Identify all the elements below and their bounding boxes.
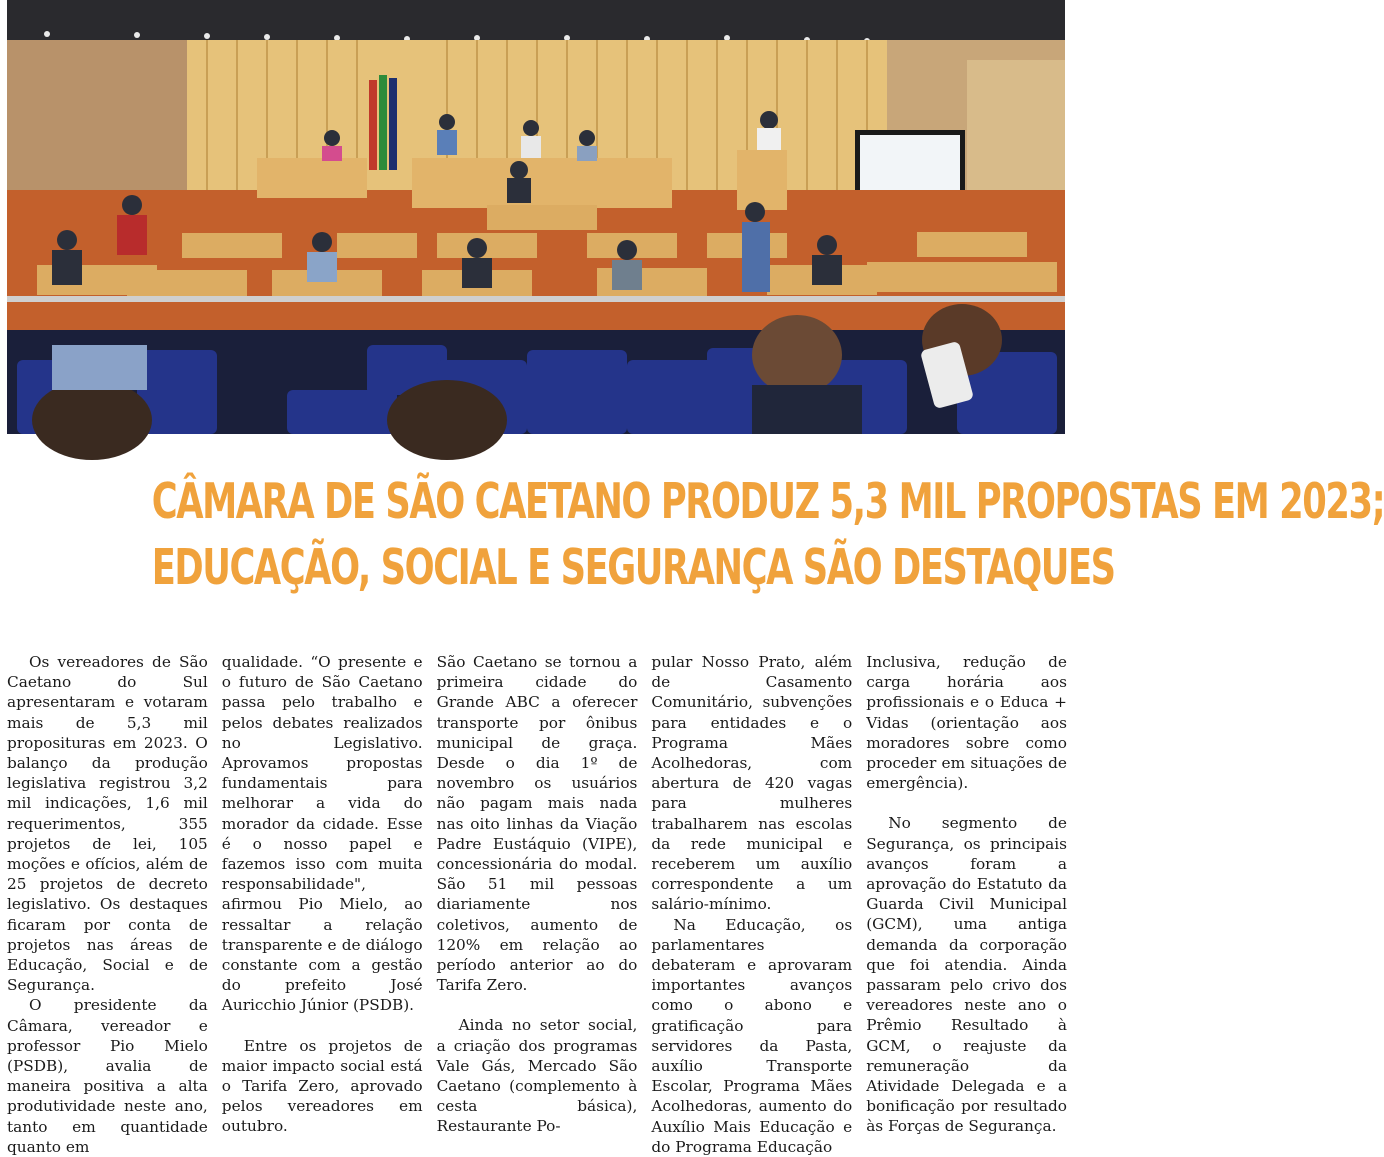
article-column-5 bbox=[866, 652, 1067, 1136]
paragraph: Na Educação, os parlamentares debateram e aprovaram importantes avanços como o abono e gratificação para servidores da Pasta, auxílio Transporte Escolar, Programa Mães Acolhedoras, aumento do Auxílio Mais Educação e do Programa Educação bbox=[651, 915, 853, 1156]
paragraph: Os vereadores de São Caetano do Sul apresentaram e votaram mais de 5,3 mil proposituras em 2023. O balanço da produção legislativa registrou 3,2 mil indicações, 1,6 mil requerimentos, 355 projetos de lei, 105 moções e ofícios, além de 25 projetos de decreto legislativo. Os destaques ficaram por conta de projetos nas áreas de Educação, Social e de Segurança. bbox=[7, 653, 208, 995]
paragraph: O presidente da Câmara, vereador e professor Pio Mielo (PSDB), avalia de maneira positiva a alta produtividade neste ano, tanto em quantidade quanto em bbox=[7, 996, 208, 1156]
headline bbox=[0, 468, 1384, 600]
paragraph: Ainda no setor social, a criação dos programas Vale Gás, Mercado São Caetano (complemento à cesta básica), Restaurante Po- bbox=[436, 1016, 638, 1136]
paragraph: qualidade. “O presente e o futuro de São Caetano passa pelo trabalho e pelos debates realizados no Legislativo. Aprovamos propostas fundamentais para melhorar a vida do morador da cidade. Esse é o nosso papel e fazemos isso com muita responsabilidade", afirmou Pio Mielo, ao ressaltar a relação transparente e de diálogo constante com a gestão do prefeito José Auricchio Júnior (PSDB). bbox=[221, 653, 423, 1015]
paragraph: Inclusiva, redução de carga horária aos profissionais e o Educa + Vidas (orientação aos moradores sobre como proceder em situações de emergência). bbox=[866, 653, 1067, 793]
paragraph: pular Nosso Prato, além de Casamento Comunitário, subvenções para entidades e o Programa Mães Acolhedoras, com abertura de 420 vagas para mulheres trabalharem nas escolas da rede municipal e receberem um auxílio correspondente a um salário-mínimo. bbox=[651, 653, 853, 914]
article-photo bbox=[7, 0, 1065, 434]
paragraph: São Caetano se tornou a primeira cidade do Grande ABC a oferecer transporte por ônibus municipal de graça. Desde o dia 1º de novembro os usuários não pagam mais nada nas oito linhas da Viação Padre Eustáquio (VIPE), concessionária do modal. São 51 mil pessoas diariamente nos coletivos, aumento de 120% em relação ao período anterior ao do Tarifa Zero. bbox=[436, 653, 638, 995]
article-column-4 bbox=[651, 652, 853, 1156]
article-body bbox=[7, 652, 1067, 1156]
article-column-1 bbox=[7, 652, 208, 1156]
paragraph: Entre os projetos de maior impacto social está o Tarifa Zero, aprovado pelos vereadores em outubro. bbox=[221, 1036, 423, 1136]
headline-line-2: EDUCAÇÃO, SOCIAL E SEGURANÇA SÃO DESTAQUES bbox=[151, 539, 1115, 596]
paragraph: No segmento de Segurança, os principais avanços foram a aprovação do Estatuto da Guarda Civil Municipal (GCM), uma antiga demanda da corporação que foi atendia. Ainda passaram pelo crivo dos vereadores neste ano o Prêmio Resultado à GCM, o reajuste da remuneração da Atividade Delegada e a bonificação por resultado às Forças de Segurança. bbox=[866, 814, 1067, 1136]
article-column-3 bbox=[436, 652, 638, 1136]
article-column-2 bbox=[221, 652, 423, 1136]
chamber-photo-illustration bbox=[7, 0, 1065, 434]
headline-line-1: CÂMARA DE SÃO CAETANO PRODUZ 5,3 MIL PROPOSTAS EM 2023; bbox=[151, 473, 1384, 530]
